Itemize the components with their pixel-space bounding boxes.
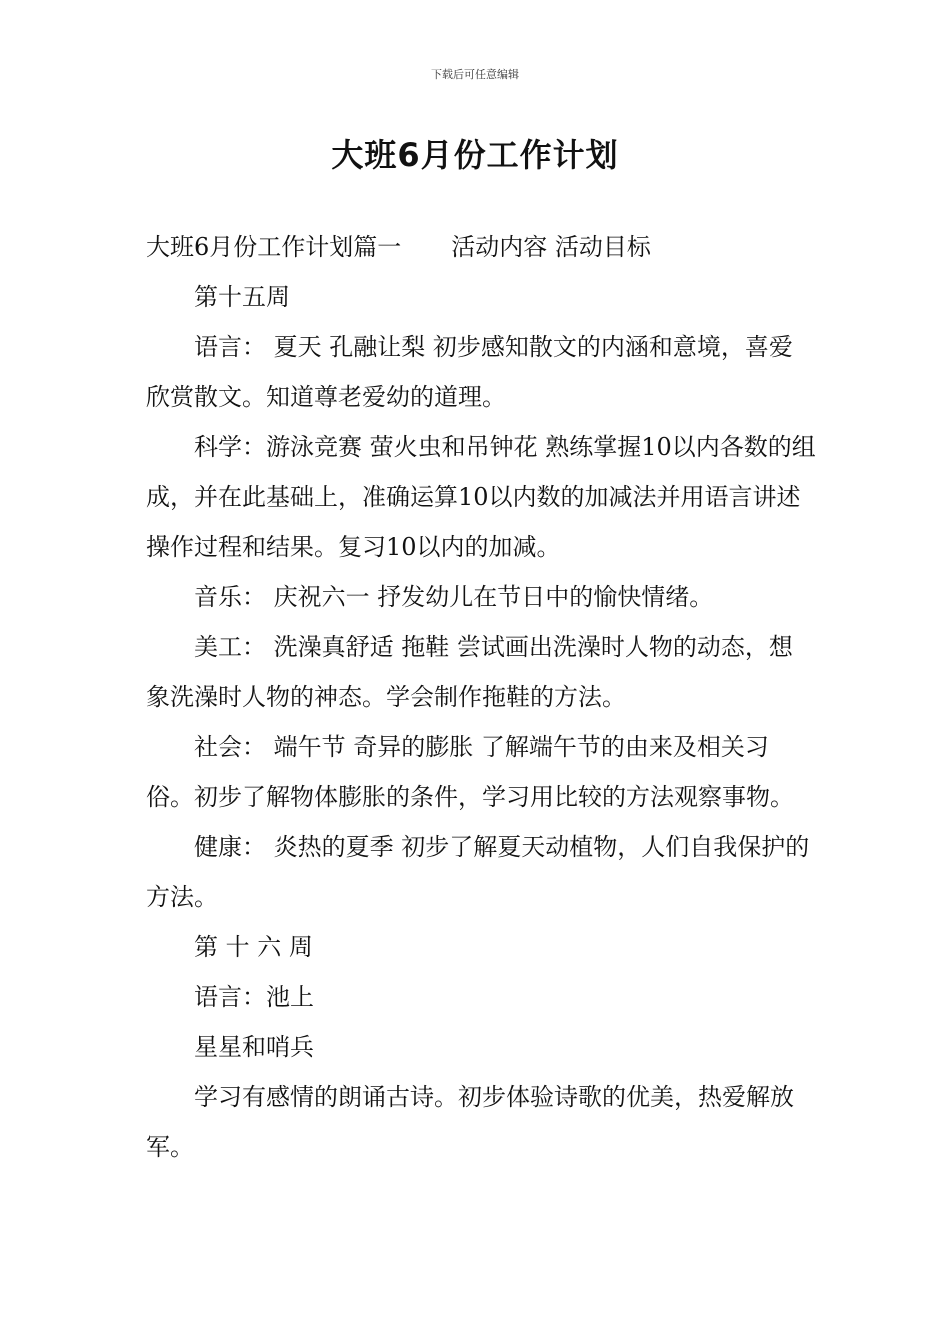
document-body xyxy=(146,222,816,1172)
paragraph-art: 美工： 洗澡真舒适 拖鞋 尝试画出洗澡时人物的动态，想象洗澡时人物的神态。学会制作拖鞋的方法。 xyxy=(146,633,793,711)
document-title: 大班6月份工作计划 xyxy=(331,136,619,174)
paragraph-society: 社会： 端午节 奇异的膨胀 了解端午节的由来及相关习俗。初步了解物体膨胀的条件，学习用比较的方法观察事物。 xyxy=(146,733,794,811)
intro-heading: 大班6月份工作计划篇一 xyxy=(146,233,402,261)
week-15-heading: 第十五周 xyxy=(194,283,290,311)
intro-columns: 活动内容 活动目标 xyxy=(451,233,651,261)
paragraph-science: 科学：游泳竞赛 萤火虫和吊钟花 熟练掌握10以内各数的组成，并在此基础上，准确运算10以内数的加减法并用语言讲述操作过程和结果。复习10以内的加减。 xyxy=(146,433,816,561)
week-16-heading: 第 十 六 周 xyxy=(194,933,313,961)
paragraph-language-16: 语言：池上 xyxy=(194,983,314,1011)
paragraph-poem-goal: 学习有感情的朗诵古诗。初步体验诗歌的优美，热爱解放军。 xyxy=(146,1083,794,1161)
paragraph-poem-title: 星星和哨兵 xyxy=(194,1033,314,1061)
paragraph-health: 健康： 炎热的夏季 初步了解夏天动植物，人们自我保护的方法。 xyxy=(146,833,810,911)
paragraph-music: 音乐： 庆祝六一 抒发幼儿在节日中的愉快情绪。 xyxy=(194,583,714,611)
paragraph-language: 语言： 夏天 孔融让梨 初步感知散文的内涵和意境，喜爱欣赏散文。知道尊老爱幼的道理。 xyxy=(146,333,793,411)
header-note: 下载后可任意编辑 xyxy=(431,68,519,81)
intro-line xyxy=(146,222,816,272)
